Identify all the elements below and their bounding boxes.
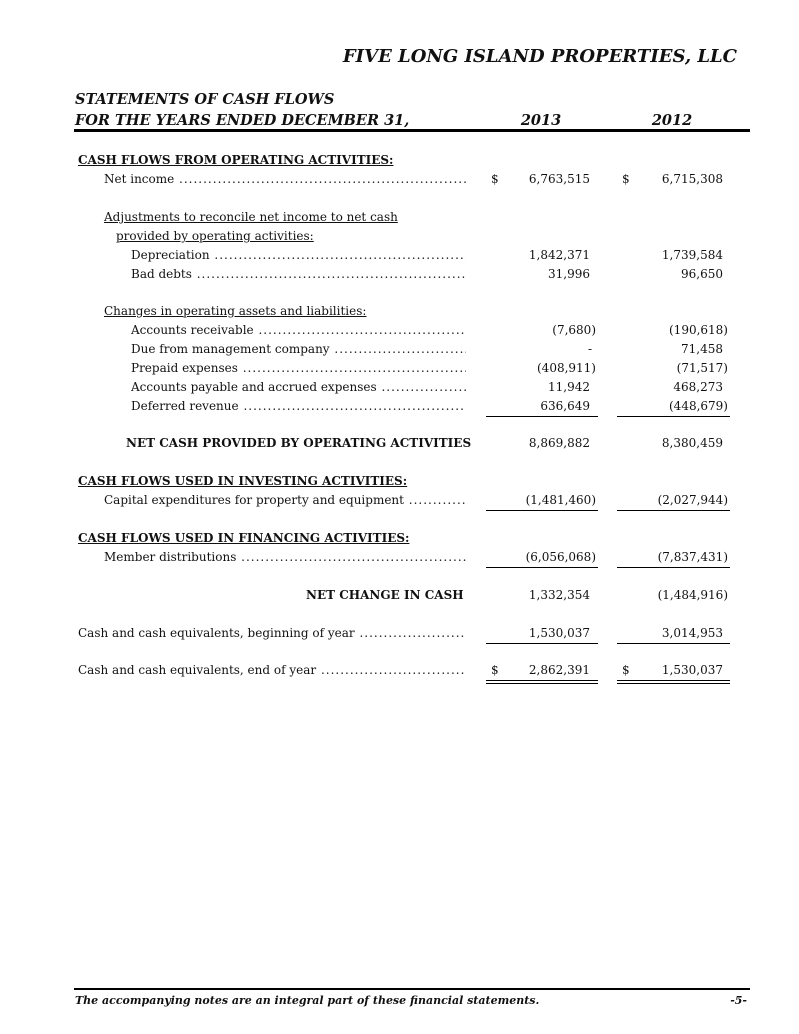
statement-title: STATEMENTS OF CASH FLOWS — [75, 91, 335, 108]
value-accounts-receivable-2012: (190,618) — [669, 323, 728, 337]
row-label-net-change: NET CHANGE IN CASH — [306, 588, 464, 602]
adjustments-heading-cont: provided by operating activities: — [116, 229, 314, 243]
currency-symbol: $ — [622, 172, 630, 186]
row-label-member-distributions: Member distributions ..... — [104, 550, 466, 564]
currency-symbol: $ — [622, 663, 630, 677]
row-label-due-from-management: Due from management company ..... — [131, 342, 466, 356]
value-accounts-payable-2013: 11,942 — [548, 380, 590, 394]
value-net-income-2013: 6,763,515 — [528, 172, 590, 186]
value-accounts-payable-2012: 468,273 — [673, 380, 723, 394]
company-name: FIVE LONG ISLAND PROPERTIES, LLC — [342, 46, 737, 67]
header-rule — [74, 129, 750, 132]
value-member-distributions-2012: (7,837,431) — [657, 550, 728, 564]
subtotal-rule-2012 — [617, 567, 730, 568]
value-cash-end-2012: 1,530,037 — [661, 663, 723, 677]
row-label-bad-debts: Bad debts ..... — [131, 267, 466, 281]
value-prepaid-expenses-2013: (408,911) — [537, 361, 596, 375]
row-label-net-operating: NET CASH PROVIDED BY OPERATING ACTIVITIES — [126, 436, 472, 450]
section-investing: CASH FLOWS USED IN INVESTING ACTIVITIES: — [78, 474, 408, 488]
value-net-change-2013: 1,332,354 — [528, 588, 590, 602]
value-accounts-receivable-2013: (7,680) — [552, 323, 596, 337]
value-prepaid-expenses-2012: (71,517) — [676, 361, 728, 375]
row-label-net-income: Net income ..... — [104, 172, 466, 186]
total-double-rule-2013 — [486, 680, 598, 684]
subtotal-rule-2013 — [486, 510, 598, 511]
subtotal-rule-2012 — [617, 510, 730, 511]
value-cash-end-2013: 2,862,391 — [528, 663, 590, 677]
year-header-2013: 2013 — [520, 112, 562, 129]
page-number: -5- — [730, 994, 747, 1007]
changes-heading: Changes in operating assets and liabilities: — [104, 304, 367, 318]
value-depreciation-2013: 1,842,371 — [528, 248, 590, 262]
value-net-operating-2013: 8,869,882 — [528, 436, 590, 450]
adjustments-heading: Adjustments to reconcile net income to net cash — [104, 210, 398, 224]
value-due-from-management-2013: - — [587, 342, 592, 356]
row-label-cash-end: Cash and cash equivalents, end of year ..... — [78, 663, 466, 677]
value-capital-expenditures-2012: (2,027,944) — [657, 493, 728, 507]
subtotal-rule-2012 — [617, 416, 730, 417]
value-cash-beginning-2013: 1,530,037 — [528, 626, 590, 640]
value-deferred-revenue-2012: (448,679) — [669, 399, 728, 413]
row-label-deferred-revenue: Deferred revenue ..... — [131, 399, 466, 413]
value-deferred-revenue-2013: 636,649 — [540, 399, 590, 413]
value-due-from-management-2012: 71,458 — [681, 342, 723, 356]
row-label-prepaid-expenses: Prepaid expenses ..... — [131, 361, 466, 375]
value-member-distributions-2013: (6,056,068) — [525, 550, 596, 564]
total-double-rule-2012 — [617, 680, 730, 684]
row-label-accounts-receivable: Accounts receivable ..... — [131, 323, 466, 337]
row-label-depreciation: Depreciation ..... — [131, 248, 466, 262]
row-label-capital-expenditures: Capital expenditures for property and equipment ..... — [104, 493, 466, 507]
value-bad-debts-2013: 31,996 — [548, 267, 590, 281]
year-header-2012: 2012 — [651, 112, 693, 129]
footer-rule — [74, 988, 750, 990]
value-cash-beginning-2012: 3,014,953 — [661, 626, 723, 640]
value-net-change-2012: (1,484,916) — [657, 588, 728, 602]
value-depreciation-2012: 1,739,584 — [661, 248, 723, 262]
value-capital-expenditures-2013: (1,481,460) — [525, 493, 596, 507]
subtotal-rule-2013 — [486, 643, 598, 644]
section-operating: CASH FLOWS FROM OPERATING ACTIVITIES: — [78, 153, 394, 167]
subtotal-rule-2013 — [486, 416, 598, 417]
currency-symbol: $ — [491, 172, 499, 186]
value-net-operating-2012: 8,380,459 — [661, 436, 723, 450]
row-label-cash-beginning: Cash and cash equivalents, beginning of year ..... — [78, 626, 466, 640]
currency-symbol: $ — [491, 663, 499, 677]
statement-period: FOR THE YEARS ENDED DECEMBER 31, — [75, 112, 410, 129]
footer-note: The accompanying notes are an integral part of these financial statements. — [75, 994, 540, 1007]
value-bad-debts-2012: 96,650 — [681, 267, 723, 281]
row-label-accounts-payable: Accounts payable and accrued expenses ..... — [131, 380, 466, 394]
value-net-income-2012: 6,715,308 — [661, 172, 723, 186]
section-financing: CASH FLOWS USED IN FINANCING ACTIVITIES: — [78, 531, 410, 545]
subtotal-rule-2012 — [617, 643, 730, 644]
subtotal-rule-2013 — [486, 567, 598, 568]
